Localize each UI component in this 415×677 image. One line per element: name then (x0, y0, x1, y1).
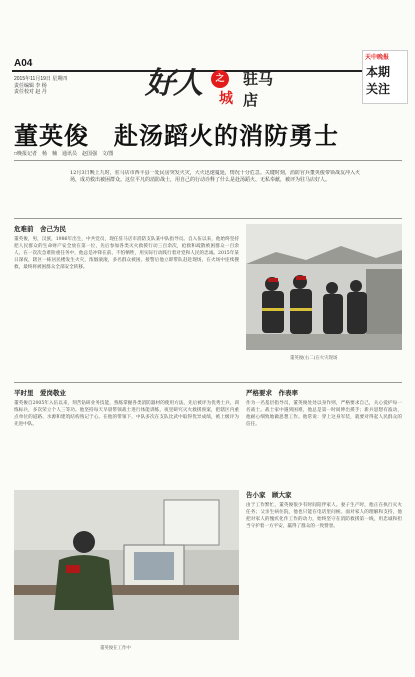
issue-meta (14, 76, 67, 96)
intro-rule (14, 218, 402, 219)
office-photo (14, 490, 239, 640)
article-intro: 12月3日晚上九时，驻马店市西平县一处民房突发火灾，大火迅速蔓延，情况十分危急。关键时刻，消防官兵董英俊带领战友冲入火场，成功救出被困群众。这位平凡的消防战士，用自己的行动诠释了什么是赴汤蹈火、无私奉献，被评为驻马店好人。 (70, 170, 360, 183)
section-title-3: 严格要求 作表率 (246, 389, 298, 397)
issue-editor: 责任编辑 李 杨 (14, 82, 47, 89)
article-byline: □晚报记者 杨 楠 通讯员 赵国强 文/图 (14, 151, 114, 157)
banner-location: 驻马店 (243, 70, 274, 109)
corner-line-1: 本期 (366, 65, 391, 79)
byline-rule (14, 160, 402, 161)
section-text-4: 由于工作繁忙，董英俊很少有时间陪伴家人。妻子生产时，他正在执行灭火任务；父亲生病住院，他也只能在电话里问候。面对家人的理解和支持，他把对家人的愧疚化作工作的动力，始终坚守在消防救援第一线，用忠诚和担当守护着一方平安，赢得了群众的一致赞誉。 (246, 503, 402, 529)
mid-rule (14, 382, 402, 383)
focus-corner-box (362, 50, 408, 104)
fire-scene-photo (246, 224, 402, 350)
banner-zhi-badge: 之 (211, 70, 229, 88)
corner-brand: 天中晚报 (365, 54, 390, 61)
section-text-2: 董英俊自2005年入伍以来，刻苦钻研业务技能，熟练掌握各类消防器材的使用方法，先后被评为优秀士兵、训练标兵，多次荣立个人三等功。他坚持每天早晨带领战士进行体能训练，夜里研究灭火救援预案，把辖区内重点单位的道路、水源和建筑结构熟记于心。在他的带领下，中队多次在支队比武中取得优异成绩，被上级评为先进中队。 (14, 401, 239, 427)
section-text-1: 董英俊，男，汉族，1986年出生，中共党员，现任驻马店市消防支队某中队指导员。自入伍以来，他始终坚持把人民群众的生命财产安全放在第一位，先后参加各类灭火救援行动三百余次，抢救和疏散被困群众一百余人。在一次次急难险重任务中，他总是冲锋在前、不怕牺牲，用实际行动践行着对党和人民的忠诚。2015年某日深夜，辖区一栋居民楼发生火灾，浓烟滚滚，多名群众被困。接警后他立即带队赶赴现场，在火场中连续搜救，最终将被困群众全部安全转移。 (14, 237, 239, 270)
page-number: A04 (14, 58, 33, 69)
article-headline: 董英俊 赴汤蹈火的消防勇士 (14, 122, 339, 150)
column-banner (145, 58, 280, 108)
section-title-2: 平时里 爱岗敬业 (14, 389, 66, 397)
corner-line-2: 关注 (366, 82, 391, 96)
issue-designer: 责任校对 赵 丹 (14, 89, 47, 95)
photo-caption-right: 董英俊(右二)在火灾现场 (290, 356, 338, 361)
office-illustration (14, 490, 239, 640)
section-title-1: 危难前 舍己为民 (14, 225, 66, 233)
issue-date: 2015年11月19日 星期四 (14, 76, 68, 82)
banner-main-text: 好人 (145, 66, 201, 101)
banner-cheng-text: 城 (219, 91, 233, 107)
section-title-4: 告小家 顾大家 (246, 491, 292, 499)
section-text-3: 作为一名基层指导员，董英俊处处以身作则，严格要求自己，关心爱护每一名战士。战士家中遇到困难，他总是第一时间伸出援手；新兵思想有波动，他耐心细致地做思想工作。他常说：穿上这身军装，就要对得起人民群众的信任。 (246, 401, 402, 427)
photo-caption-bottom: 董英俊在工作中 (100, 646, 131, 651)
fire-scene-illustration (246, 224, 402, 350)
